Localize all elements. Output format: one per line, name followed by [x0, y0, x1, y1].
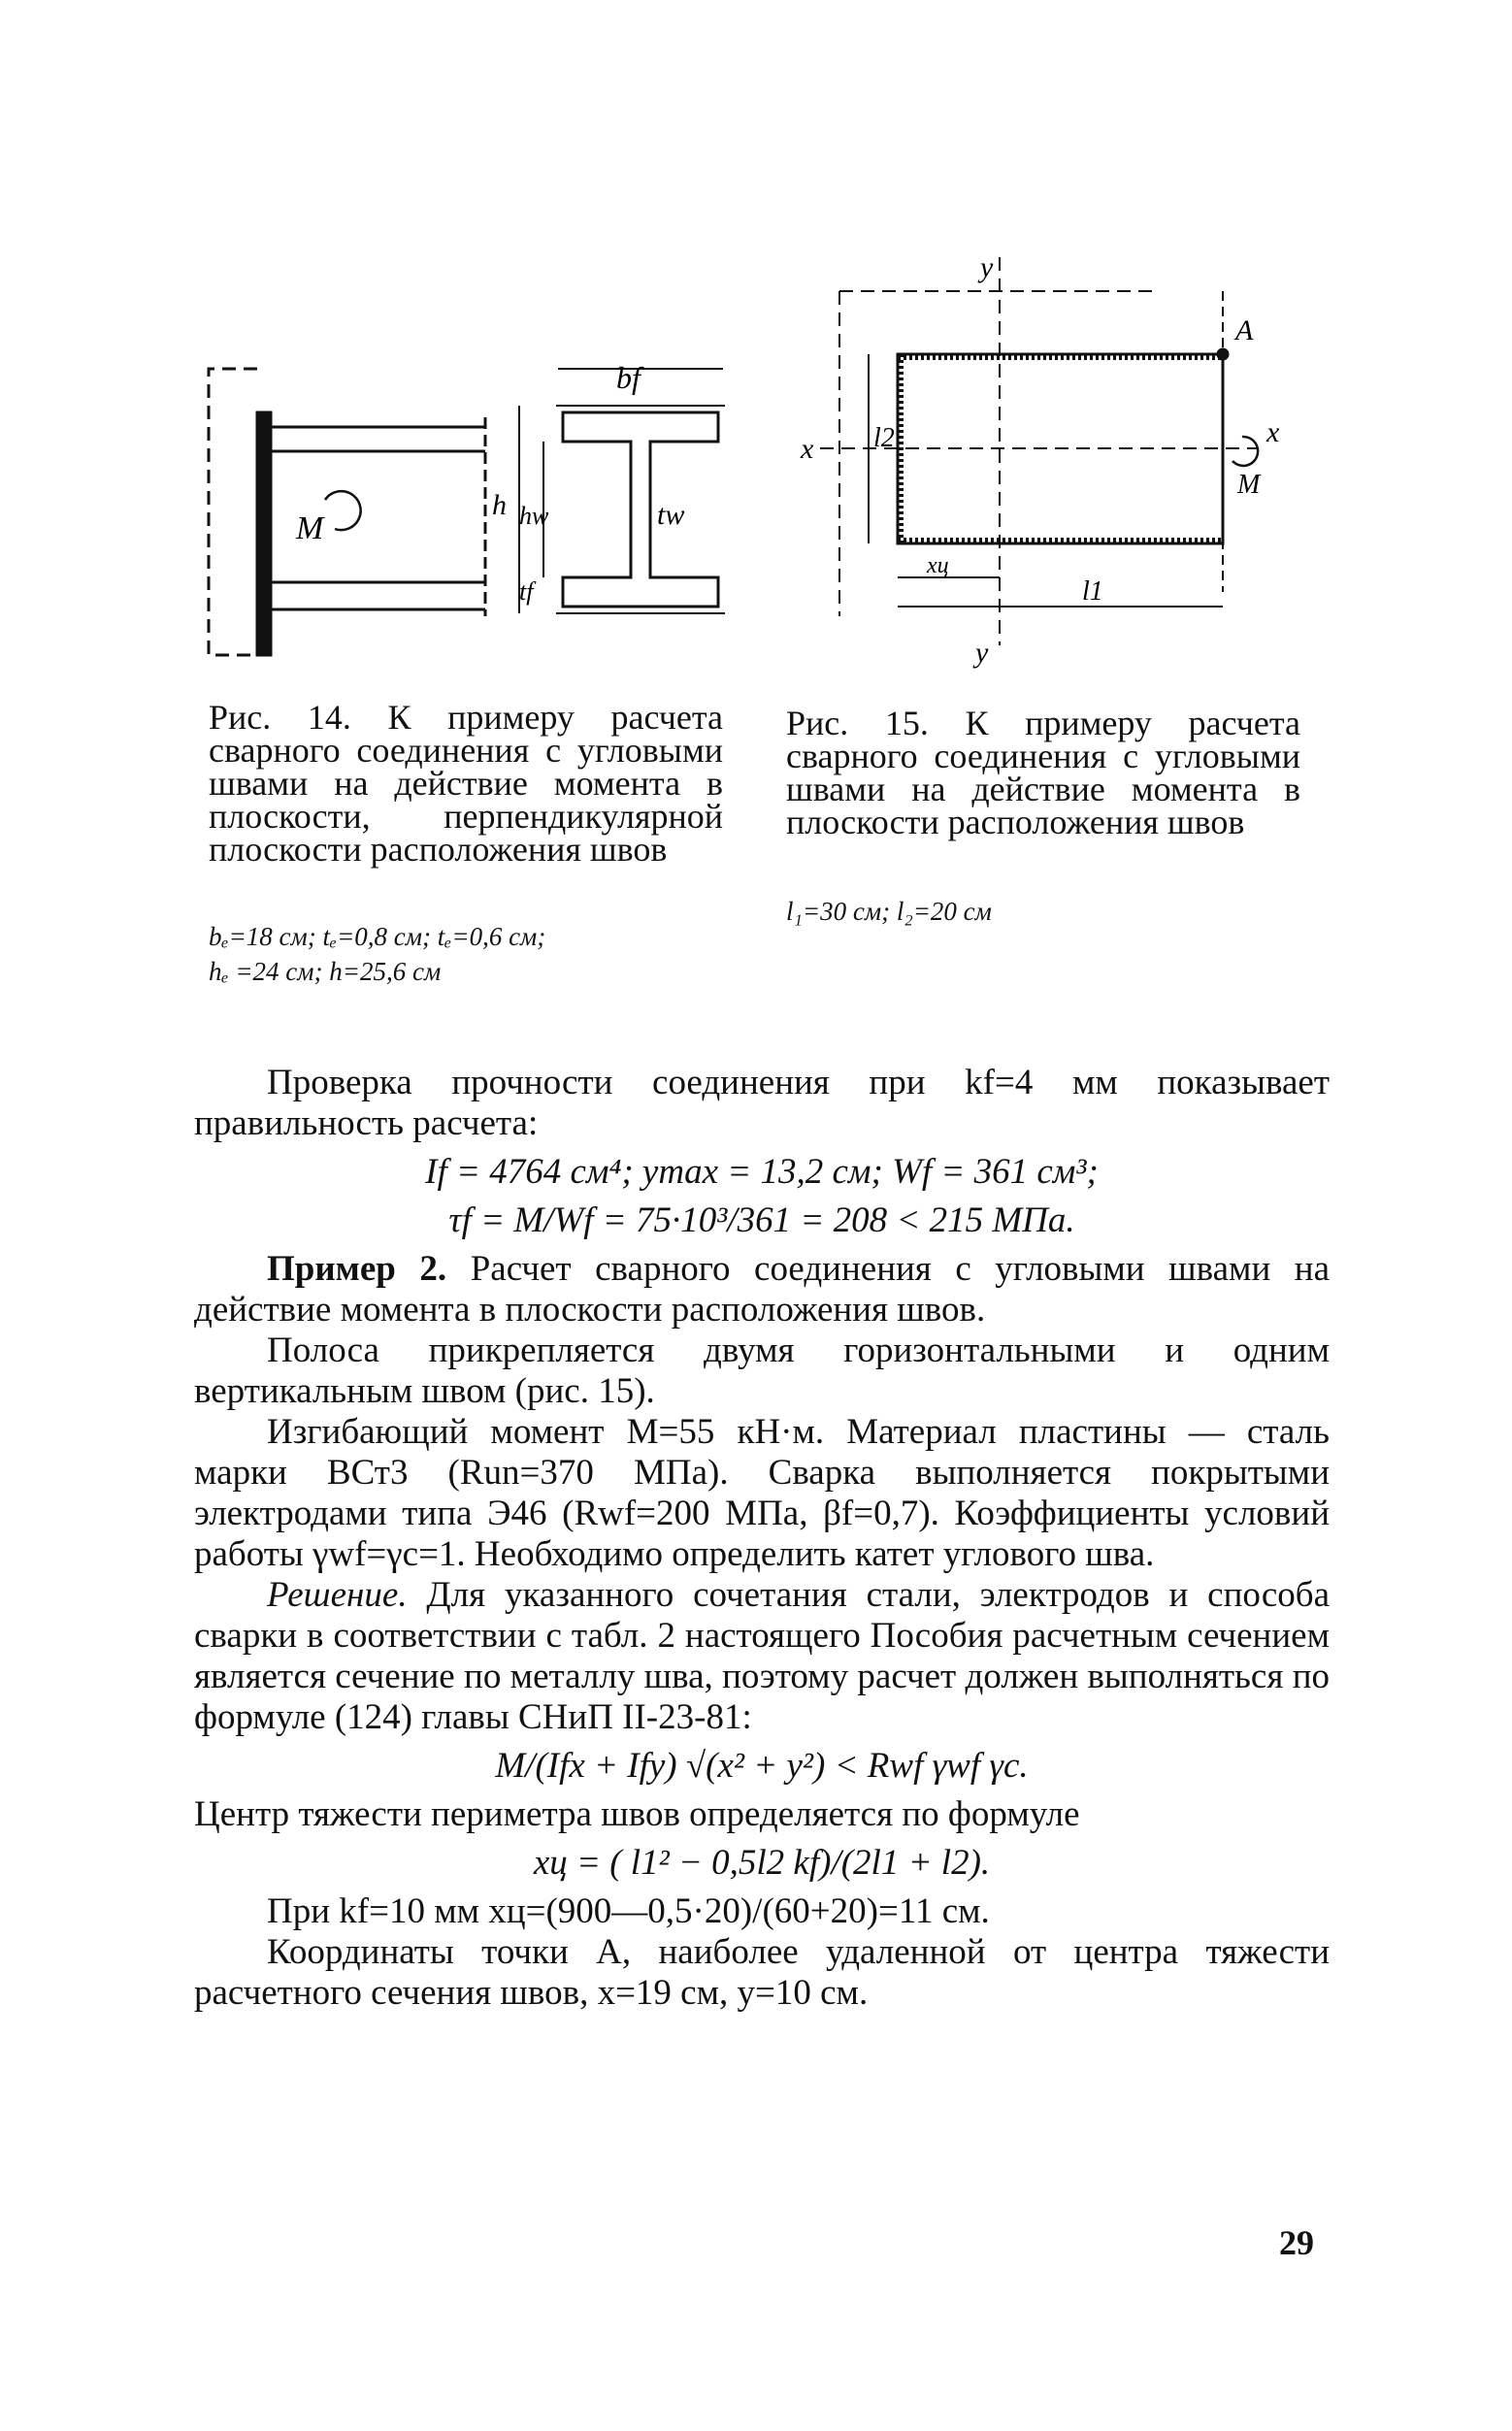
- example-2-heading: Пример 2.: [267, 1249, 447, 1289]
- page-number: 29: [1279, 2223, 1314, 2262]
- fig15-label-x-left: x: [801, 433, 814, 465]
- body-text: [194, 1063, 1330, 2014]
- figure-14: [199, 359, 742, 670]
- paragraph-kf: При kf=10 мм xц=(900—0,5·20)/(60+20)=11 см.: [267, 1891, 990, 1931]
- formula-stress: τf = M/Wf = 75·10³/361 = 208 < 215 МПа.: [448, 1200, 1075, 1240]
- fig14-label-tf: tf: [519, 577, 534, 606]
- figure-15-caption: Рис. 15. К примеру расчета сварного соединения с угловыми швами на действие момента в плоскости расположения швов: [786, 704, 1300, 841]
- fig15-label-M: M: [1237, 470, 1261, 500]
- paragraph-example-2: [194, 1249, 1330, 1330]
- example-2-text: Расчет сварного соединения с угловыми швами на действие момента в плоскости расположения швов.: [194, 1249, 1330, 1330]
- figure-15-drawing: [791, 243, 1296, 670]
- paragraph-moment: Изгибающий момент M=55 кН·м. Материал пластины — сталь марки ВСт3 (Run=370 МПа). Сварка выполняется покрытыми электродами типа Э46 (Rwf=200 МПа, βf=0,7). Коэффициенты условий работы γwf=γc=1. Необходимо определить катет углового шва.: [194, 1412, 1330, 1574]
- figure-14-drawing: [199, 359, 742, 670]
- fig14-label-M: M: [296, 510, 324, 546]
- fig14-label-h: h: [492, 489, 507, 521]
- paragraph-strip: Полоса прикрепляется двумя горизонтальными и одним вертикальным швом (рис. 15).: [194, 1330, 1330, 1411]
- fig15-label-y-bottom: y: [975, 637, 989, 669]
- formula-centroid: xц = ( l1² − 0,5l2 kf)/(2l1 + l2).: [533, 1843, 991, 1883]
- solution-heading: Решение.: [267, 1575, 408, 1615]
- formula-inertia: If = 4764 см⁴; ymax = 13,2 см; Wf = 361 см³;: [425, 1152, 1099, 1192]
- figure-14-caption: Рис. 14. К примеру расчета сварного соединения с угловыми швами на действие момента в плоскости, перпендикулярной плоскости расположения швов: [209, 698, 723, 869]
- fig14-label-tw: tw: [657, 499, 685, 531]
- paragraph-point-A: Координаты точки A, наиболее удаленной от центра тяжести расчетного сечения швов, x=19 см, y=10 см.: [194, 1932, 1330, 2013]
- fig15-label-xc: xц: [927, 553, 949, 578]
- paragraph-check: Проверка прочности соединения при kf=4 мм показывает правильность расчета:: [194, 1063, 1330, 1143]
- fig15-label-l1: l1: [1082, 576, 1103, 607]
- figure-15: [791, 243, 1296, 670]
- fig15-label-l2: l2: [873, 423, 895, 453]
- formula-124: M/(Ifx + Ify) √(x² + y²) < Rwf γwf γc.: [495, 1746, 1029, 1786]
- fig15-label-y-top: y: [980, 251, 994, 283]
- figure-15-note: l₁=30 см; l₂=20 см: [786, 897, 992, 926]
- figure-14-note-2: hₑ =24 см; h=25,6 см: [209, 957, 442, 986]
- paragraph-solution: [194, 1575, 1330, 1738]
- fig14-label-hw: hw: [519, 502, 549, 530]
- fig15-label-A: A: [1235, 314, 1254, 346]
- paragraph-centroid: Центр тяжести периметра швов определяется по формуле: [194, 1794, 1080, 1834]
- fig15-label-x-right: x: [1266, 416, 1280, 448]
- solution-text: Для указанного сочетания стали, электродов и способа сварки в соответствии с табл. 2 настоящего Пособия расчетным сечением является сечение по металлу шва, поэтому расчет должен выполняться по формуле (124) главы СНиП II-23-81:: [194, 1575, 1330, 1737]
- figure-14-note-1: bₑ=18 см; tₑ=0,8 см; tₑ=0,6 см;: [209, 922, 546, 951]
- fig14-label-bf: bf: [616, 360, 641, 395]
